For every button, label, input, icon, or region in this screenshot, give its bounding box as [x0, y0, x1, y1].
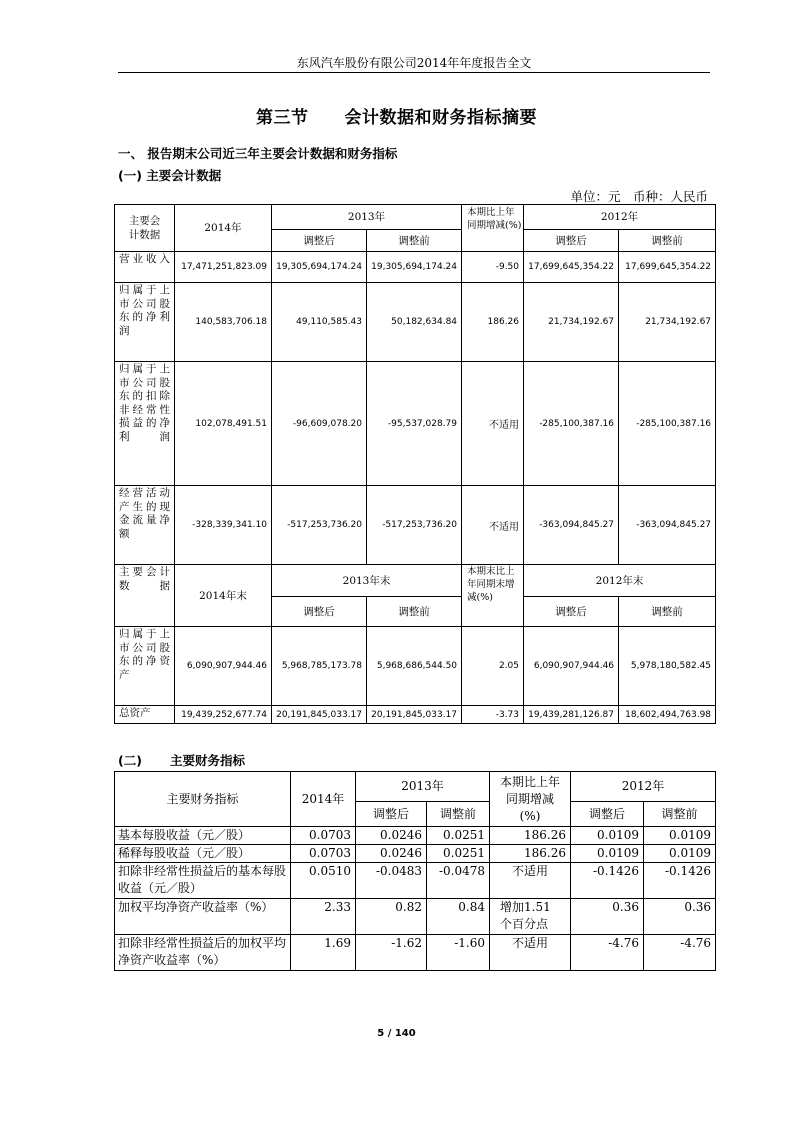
heading-text: 主要财务指标: [169, 753, 245, 768]
cell-2012-adj-before: 21,734,192.67: [619, 283, 716, 362]
cell-2013-adj-after: 5,968,785,173.78: [272, 627, 367, 706]
cell-2013-adj-before: 50,182,634.84: [367, 283, 462, 362]
t1-header-2012: 2012年: [524, 205, 716, 230]
t1-header-2013: 2013年: [272, 205, 462, 230]
cell-2012-adj-after: 0.0109: [571, 827, 644, 845]
cell-2014: 17,471,251,823.09: [175, 252, 272, 283]
page-header: 东风汽车股份有限公司2014年年度报告全文: [118, 54, 710, 73]
table-row: [115, 935, 716, 971]
t1-header2-2012-adj-after: 调整后: [524, 597, 619, 627]
table-row: [115, 283, 716, 362]
cell-2013-adj-before: 0.0251: [427, 827, 490, 845]
cell-2013-adj-before: -517,253,736.20: [367, 486, 462, 565]
cell-2013-adj-after: -96,609,078.20: [272, 362, 367, 486]
cell-2013-adj-after: 0.82: [356, 899, 427, 935]
t2-header-change: 本期比上年同期增减(%): [490, 772, 571, 827]
cell-2012-adj-before: 17,699,645,354.22: [619, 252, 716, 283]
cell-2014: 19,439,252,677.74: [175, 706, 272, 724]
t2-header-2013: 2013年: [356, 772, 490, 802]
table-row: [115, 827, 716, 845]
heading-accounting-data: (一) 主要会计数据: [118, 168, 222, 183]
t1-header-2014: 2014年: [175, 205, 272, 252]
financial-indicators-table: [114, 771, 716, 971]
cell-2012-adj-before: -285,100,387.16: [619, 362, 716, 486]
cell-2013-adj-before: 0.0251: [427, 845, 490, 863]
cell-2013-adj-after: -1.62: [356, 935, 427, 971]
cell-2013-adj-after: 0.0246: [356, 827, 427, 845]
row-label: 归属于上市公司股东的净资产: [115, 627, 175, 706]
cell-change: 186.26: [490, 845, 571, 863]
cell-2014: 0.0703: [291, 845, 356, 863]
cell-2012-adj-after: 0.36: [571, 899, 644, 935]
t1-header2-2012: 2012年末: [524, 565, 716, 597]
table-row: [115, 362, 716, 486]
cell-2014: 0.0510: [291, 863, 356, 899]
cell-change: 增加1.51个百分点: [490, 899, 571, 935]
table-row: [115, 252, 716, 283]
row-label: 扣除非经常性损益后的加权平均净资产收益率（%）: [115, 935, 291, 971]
cell-2013-adj-after: -0.0483: [356, 863, 427, 899]
cell-change: -9.50: [462, 252, 524, 283]
cell-2013-adj-before: -0.0478: [427, 863, 490, 899]
table-row: [115, 706, 716, 724]
cell-2014: 1.69: [291, 935, 356, 971]
cell-change: 不适用: [490, 863, 571, 899]
cell-2012-adj-after: -0.1426: [571, 863, 644, 899]
cell-change: 不适用: [462, 362, 524, 486]
section-name: 会计数据和财务指标摘要: [344, 108, 537, 128]
row-label: 稀释每股收益（元／股）: [115, 845, 291, 863]
cell-2012-adj-after: -363,094,845.27: [524, 486, 619, 565]
section-title: [0, 103, 793, 128]
t1-header2-change: 本期末比上年同期末增减(%): [462, 565, 524, 627]
row-label: 扣除非经常性损益后的基本每股收益（元／股）: [115, 863, 291, 899]
row-label: 总资产: [115, 706, 175, 724]
t2-header-2013-adj-before: 调整前: [427, 802, 490, 827]
table-row: [115, 845, 716, 863]
section-number: 第三节: [256, 108, 309, 128]
cell-2013-adj-after: 0.0246: [356, 845, 427, 863]
cell-change: 186.26: [490, 827, 571, 845]
t1-header2-main: 主要会计数据: [115, 565, 175, 627]
cell-2014: 102,078,491.51: [175, 362, 272, 486]
t2-header-2012-adj-after: 调整后: [571, 802, 644, 827]
row-label: 归属于上市公司股东的扣除非经常性损益的净利润: [115, 362, 175, 486]
cell-2012-adj-before: 0.36: [644, 899, 716, 935]
cell-2012-adj-before: 0.0109: [644, 827, 716, 845]
t1-header-2013-adj-before: 调整前: [367, 230, 462, 252]
cell-2012-adj-after: 19,439,281,126.87: [524, 706, 619, 724]
cell-2013-adj-after: 20,191,845,033.17: [272, 706, 367, 724]
t2-header-2012: 2012年: [571, 772, 716, 802]
t2-header-2014: 2014年: [291, 772, 356, 827]
heading-number: (二): [118, 753, 142, 768]
cell-change: 不适用: [490, 935, 571, 971]
cell-2014: 6,090,907,944.46: [175, 627, 272, 706]
cell-2012-adj-before: 0.0109: [644, 845, 716, 863]
t2-header-2013-adj-after: 调整后: [356, 802, 427, 827]
table-row: [115, 486, 716, 565]
cell-2012-adj-after: 6,090,907,944.46: [524, 627, 619, 706]
table-row: [115, 899, 716, 935]
cell-2014: 0.0703: [291, 827, 356, 845]
cell-2013-adj-before: 5,968,686,544.50: [367, 627, 462, 706]
t1-header-2013-adj-after: 调整后: [272, 230, 367, 252]
t1-header-2012-adj-after: 调整后: [524, 230, 619, 252]
t1-header-2012-adj-before: 调整前: [619, 230, 716, 252]
cell-2012-adj-before: -0.1426: [644, 863, 716, 899]
cell-2012-adj-before: -4.76: [644, 935, 716, 971]
cell-change: 不适用: [462, 486, 524, 565]
cell-change: 2.05: [462, 627, 524, 706]
cell-2012-adj-before: 5,978,180,582.45: [619, 627, 716, 706]
cell-change: -3.73: [462, 706, 524, 724]
accounting-data-table: [114, 204, 716, 724]
cell-2014: 2.33: [291, 899, 356, 935]
cell-2013-adj-after: 19,305,694,174.24: [272, 252, 367, 283]
t1-header2-2012-adj-before: 调整前: [619, 597, 716, 627]
cell-2012-adj-after: 17,699,645,354.22: [524, 252, 619, 283]
row-label: 经营活动产生的现金流量净额: [115, 486, 175, 565]
t1-header2-2013-adj-after: 调整后: [272, 597, 367, 627]
cell-2013-adj-before: -1.60: [427, 935, 490, 971]
t1-header-change: 本期比上年同期增减(%): [462, 205, 524, 252]
row-label: 基本每股收益（元／股）: [115, 827, 291, 845]
t1-header2-2013: 2013年末: [272, 565, 462, 597]
row-label: 归属于上市公司股东的净利润: [115, 283, 175, 362]
table-row: [115, 627, 716, 706]
t1-header-main: 主要会计数据: [115, 205, 175, 252]
cell-2014: -328,339,341.10: [175, 486, 272, 565]
cell-2012-adj-after: 0.0109: [571, 845, 644, 863]
t2-header-main: 主要财务指标: [115, 772, 291, 827]
cell-2013-adj-before: 0.84: [427, 899, 490, 935]
t1-header2-2014: 2014年末: [175, 565, 272, 627]
cell-2012-adj-before: -363,094,845.27: [619, 486, 716, 565]
table-row: [115, 863, 716, 899]
t1-header2-2013-adj-before: 调整前: [367, 597, 462, 627]
cell-2013-adj-before: 19,305,694,174.24: [367, 252, 462, 283]
unit-currency-line: 单位：元 币种：人民币: [570, 189, 708, 204]
row-label: 营业收入: [115, 252, 175, 283]
heading-financial-indicators: [118, 751, 245, 769]
cell-2013-adj-after: -517,253,736.20: [272, 486, 367, 565]
row-label: 加权平均净资产收益率（%）: [115, 899, 291, 935]
cell-change: 186.26: [462, 283, 524, 362]
page-number: 5 / 140: [377, 1028, 416, 1039]
t2-header-2012-adj-before: 调整前: [644, 802, 716, 827]
heading-1: 一、 报告期末公司近三年主要会计数据和财务指标: [118, 146, 398, 161]
cell-2012-adj-after: -4.76: [571, 935, 644, 971]
cell-2014: 140,583,706.18: [175, 283, 272, 362]
cell-2013-adj-before: 20,191,845,033.17: [367, 706, 462, 724]
cell-2013-adj-before: -95,537,028.79: [367, 362, 462, 486]
cell-2012-adj-before: 18,602,494,763.98: [619, 706, 716, 724]
cell-2012-adj-after: 21,734,192.67: [524, 283, 619, 362]
cell-2013-adj-after: 49,110,585.43: [272, 283, 367, 362]
cell-2012-adj-after: -285,100,387.16: [524, 362, 619, 486]
